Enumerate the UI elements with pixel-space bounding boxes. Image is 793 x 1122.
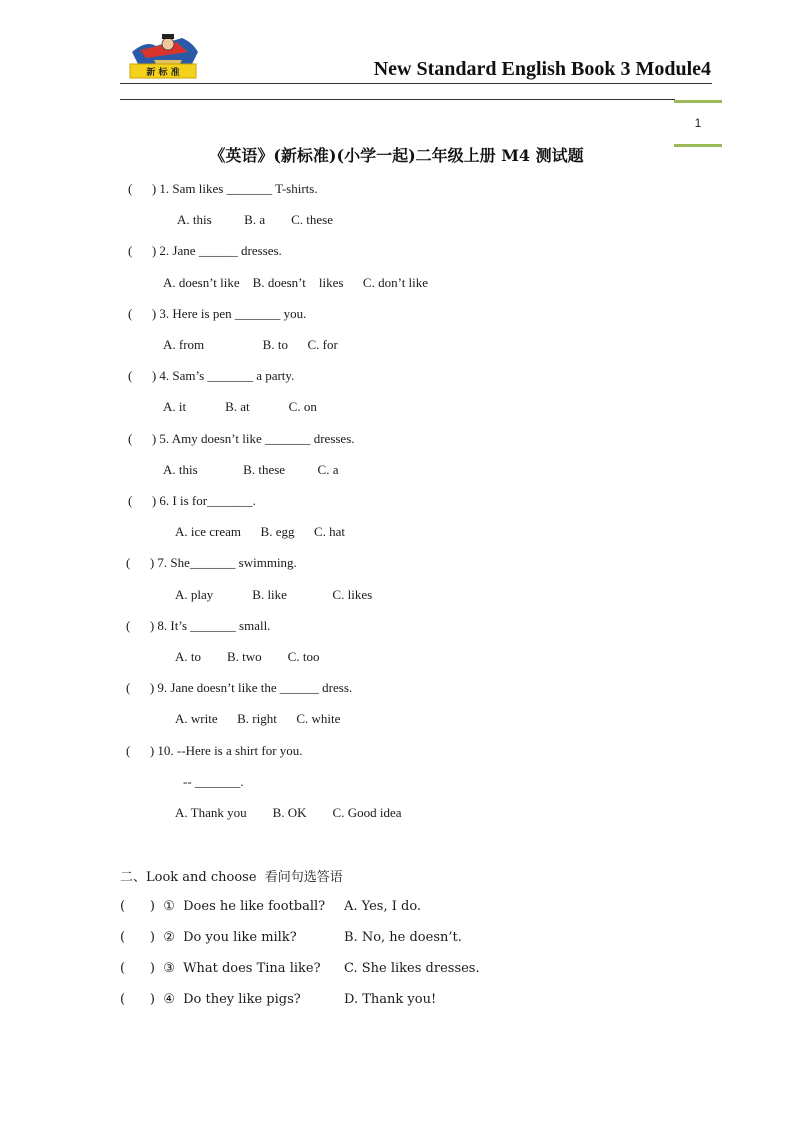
question-options: A. this B. a C. these — [177, 212, 333, 227]
question-options: A. write B. right C. white — [175, 711, 341, 726]
question-stem: ( ) 8. It’s _______ small. — [126, 618, 271, 633]
question-stem: ( ) 2. Jane ______ dresses. — [128, 243, 282, 258]
match-answer: C. She likes dresses. — [344, 961, 480, 976]
header-divider-lower — [120, 99, 675, 100]
question-options: A. doesn’t like B. doesn’t likes C. don’t like — [163, 275, 429, 290]
question-options: A. this B. these C. a — [163, 462, 339, 477]
question-stem: ( ) 4. Sam’s _______ a party. — [128, 368, 295, 383]
question-stem: ( ) 6. I is for_______. — [128, 493, 256, 508]
question-stem: ( ) 1. Sam likes _______ T-shirts. — [128, 181, 318, 196]
match-question: ( ) ③ What does Tina like? — [120, 961, 321, 976]
page-number-bar-top — [674, 100, 722, 103]
question-options: A. ice cream B. egg C. hat — [175, 524, 346, 539]
match-answer: B. No, he doesn’t. — [344, 930, 462, 945]
question-stem: ( ) 5. Amy doesn’t like _______ dresses. — [128, 431, 355, 446]
match-answer: A. Yes, I do. — [344, 899, 422, 914]
publisher-logo — [126, 30, 202, 82]
match-question: ( ) ① Does he like football? — [120, 899, 326, 914]
page-number: 1 — [694, 116, 702, 130]
question-options: A. from B. to C. for — [163, 337, 338, 352]
question-options: A. play B. like C. likes — [175, 587, 373, 602]
header-divider — [120, 83, 712, 84]
match-question: ( ) ② Do you like milk? — [120, 930, 297, 945]
question-options: A. Thank you B. OK C. Good idea — [175, 805, 402, 820]
logo-text: 新 标 准 — [146, 68, 180, 78]
question-stem: ( ) 9. Jane doesn’t like the ______ dress. — [126, 680, 353, 695]
question-options: A. to B. two C. too — [175, 649, 320, 664]
section-heading: 二、Look and choose 看问句选答语 — [120, 870, 343, 885]
match-answer: D. Thank you! — [344, 992, 437, 1007]
question-stem: ( ) 7. She_______ swimming. — [126, 555, 297, 570]
question-reply-blank: -- _______. — [183, 774, 244, 789]
header-title: New Standard English Book 3 Module4 — [373, 58, 711, 80]
question-stem: ( ) 3. Here is pen _______ you. — [128, 306, 307, 321]
document-title: 《英语》(新标准)(小学一起)二年级上册 M4 测试题 — [209, 146, 584, 165]
match-question: ( ) ④ Do they like pigs? — [120, 992, 301, 1007]
question-options: A. it B. at C. on — [163, 399, 317, 414]
question-stem: ( ) 10. --Here is a shirt for you. — [126, 743, 303, 758]
